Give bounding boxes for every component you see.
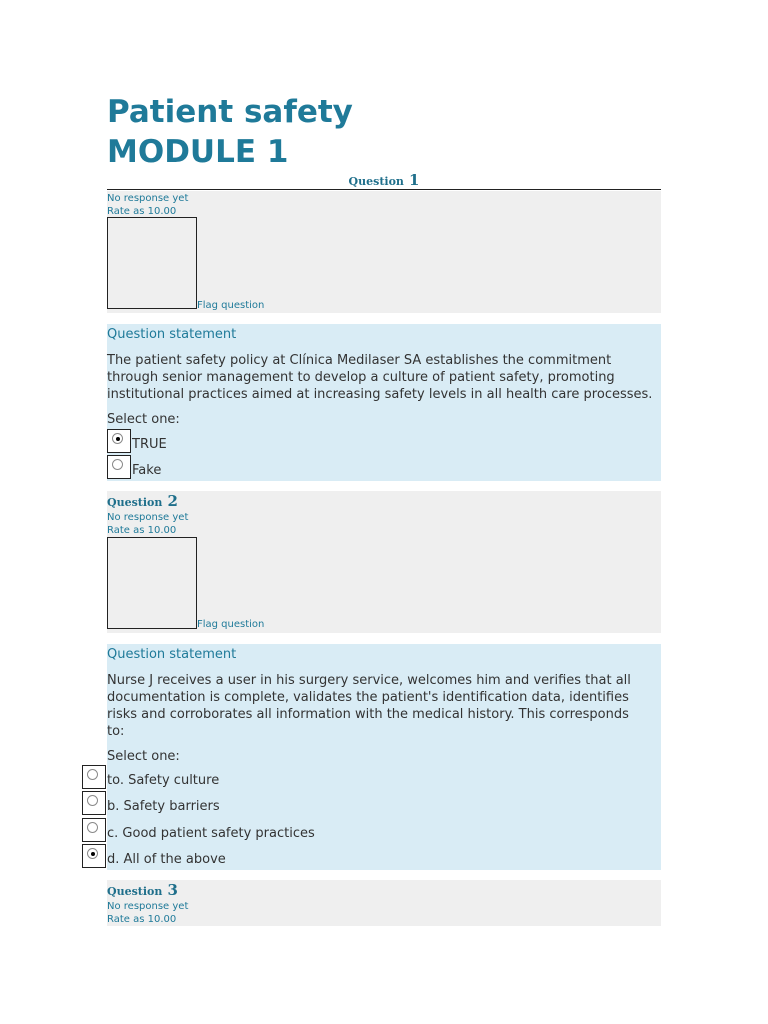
flag-checkbox[interactable] xyxy=(107,217,197,309)
statement-line: documentation is complete, validates the patient's identification data, identifies xyxy=(107,690,629,705)
select-one-label: Select one: xyxy=(107,412,180,427)
page-title xyxy=(107,92,353,172)
response-status: No response yet xyxy=(107,193,189,204)
option-label: d. All of the above xyxy=(107,852,226,867)
option-label: to. Safety culture xyxy=(107,773,220,788)
option-label: c. Good patient safety practices xyxy=(107,826,315,841)
radio-unchecked-icon xyxy=(112,459,123,470)
radio-button[interactable] xyxy=(82,844,106,868)
option-c[interactable] xyxy=(82,818,661,842)
response-status: No response yet xyxy=(107,901,189,912)
question-number: 3 xyxy=(167,881,178,899)
question-3-info xyxy=(107,880,661,926)
rate-value: Rate as 10.00 xyxy=(107,206,177,217)
flag-checkbox[interactable] xyxy=(107,537,197,629)
flag-question-link[interactable]: Flag question xyxy=(197,619,265,630)
option-label: TRUE xyxy=(132,437,167,452)
response-status: No response yet xyxy=(107,512,189,523)
statement-line: to: xyxy=(107,724,125,739)
option-d[interactable] xyxy=(82,844,661,868)
statement-title: Question statement xyxy=(107,647,237,662)
option-fake[interactable] xyxy=(107,455,661,479)
radio-button[interactable] xyxy=(107,455,131,479)
radio-button[interactable] xyxy=(82,765,106,789)
radio-unchecked-icon xyxy=(87,795,98,806)
option-label: Fake xyxy=(132,463,162,478)
question-label: Question xyxy=(107,496,163,509)
statement-line: through senior management to develop a culture of patient safety, promoting xyxy=(107,370,615,385)
option-label: b. Safety barriers xyxy=(107,799,220,814)
radio-button[interactable] xyxy=(82,791,106,815)
radio-checked-icon xyxy=(87,848,98,859)
rate-value: Rate as 10.00 xyxy=(107,525,177,536)
flag-question-link[interactable]: Flag question xyxy=(197,300,265,311)
question-2-heading xyxy=(107,491,661,511)
question-2-content xyxy=(107,644,661,870)
question-label: Question xyxy=(107,885,163,898)
question-2-info xyxy=(107,491,661,633)
statement-line: Nurse J receives a user in his surgery service, welcomes him and verifies that all xyxy=(107,673,631,688)
question-3-heading xyxy=(107,880,661,900)
question-number: 1 xyxy=(409,171,420,189)
statement-title: Question statement xyxy=(107,327,237,342)
question-1-heading xyxy=(107,170,661,190)
question-1-content xyxy=(107,324,661,481)
statement-line: The patient safety policy at Clínica Medilaser SA establishes the commitment xyxy=(107,353,612,368)
radio-button[interactable] xyxy=(107,429,131,453)
option-b[interactable] xyxy=(82,791,661,815)
statement-line: risks and corroborates all information with the medical history. This corresponds xyxy=(107,707,629,722)
statement-line: institutional practices aimed at increasing safety levels in all health care processes. xyxy=(107,387,653,402)
radio-checked-icon xyxy=(112,433,123,444)
page-title-line-2: MODULE 1 xyxy=(107,134,289,170)
option-true[interactable] xyxy=(107,429,661,453)
question-1-info xyxy=(107,191,661,313)
question-label: Question xyxy=(348,175,404,188)
page-title-line-1: Patient safety xyxy=(107,94,353,130)
rate-value: Rate as 10.00 xyxy=(107,914,177,925)
option-a[interactable] xyxy=(82,765,661,789)
question-number: 2 xyxy=(167,492,178,510)
radio-unchecked-icon xyxy=(87,822,98,833)
radio-button[interactable] xyxy=(82,818,106,842)
select-one-label: Select one: xyxy=(107,749,180,764)
statement-text xyxy=(107,352,661,403)
statement-text xyxy=(107,672,661,740)
radio-unchecked-icon xyxy=(87,769,98,780)
